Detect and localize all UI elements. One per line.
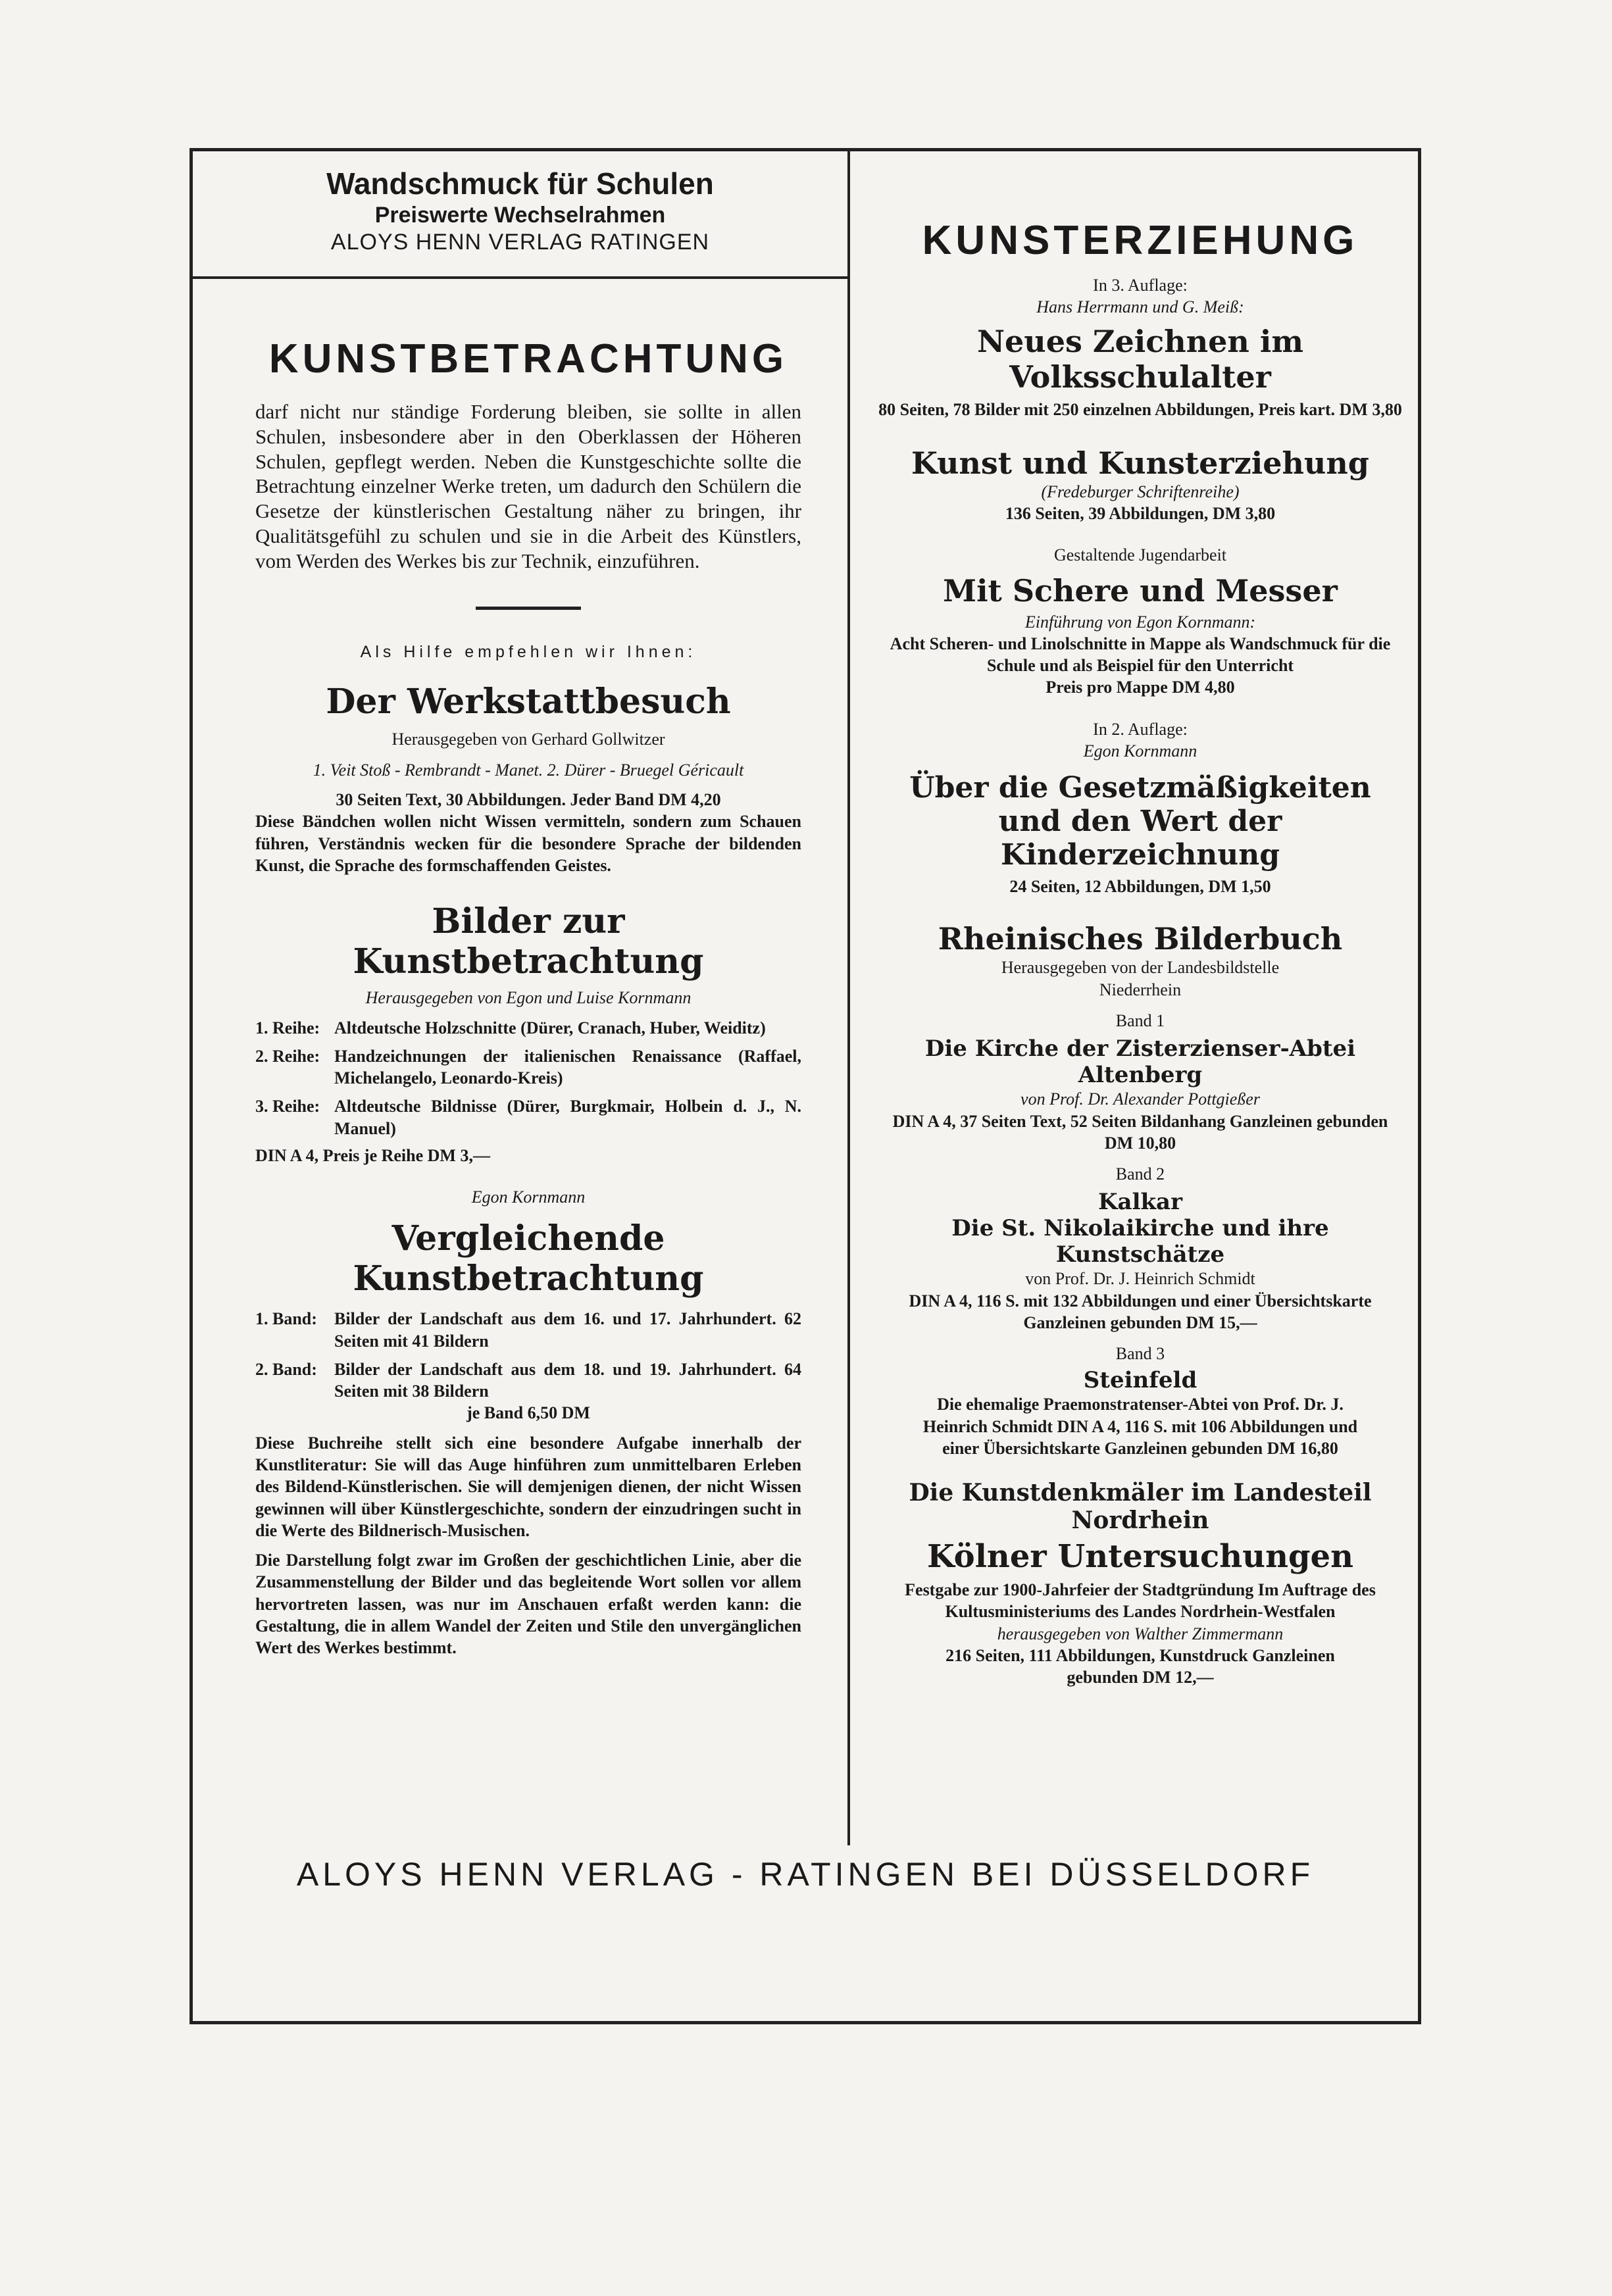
r5-band2-author: von Prof. Dr. J. Heinrich Schmidt <box>1025 1269 1255 1289</box>
b2-row2-key: 2. Reihe: <box>255 1046 320 1066</box>
r5-band2-t1: Kalkar <box>1098 1189 1182 1216</box>
b2-row3-val: Altdeutsche Bildnisse (Dürer, Burgkmair, Holbein d. J., N. Manuel) <box>334 1097 801 1138</box>
b3-author: Egon Kornmann <box>471 1187 586 1207</box>
b2-row3-key: 3. Reihe: <box>255 1097 320 1116</box>
r5-band2: Band 2 <box>1115 1164 1165 1184</box>
r2-series: (Fredeburger Schriftenreihe) <box>1041 482 1240 501</box>
b3-vol1-val: Bilder der Landschaft aus dem 16. und 17. Jahrhundert. 62 Seiten mit 41 Bildern <box>334 1309 801 1351</box>
r5-band3-desc: Die ehemalige Praemonstratenser-Abtei von Prof. Dr. J. Heinrich Schmidt DIN A 4, 116 S. mit 106 Abbildungen und einer Übersichtskarte Ganzleinen gebunden DM 16,80 <box>922 1395 1358 1458</box>
r6-desc: Festgabe zur 1900-Jahrfeier der Stadtgründung Im Auftrage des Kultusministeriums des Landes Nordrhein-Westfalen <box>905 1580 1376 1622</box>
b2-row1 <box>255 1017 801 1039</box>
r6-pre: Die Kunstdenkmäler im Landesteil Nordrhein <box>909 1479 1372 1535</box>
left-column <box>255 336 801 1659</box>
r3-pre: Gestaltende Jugendarbeit <box>1053 545 1227 565</box>
b3-vol2 <box>255 1359 801 1403</box>
hilfe-text: Als Hilfe empfehlen wir Ihnen: <box>360 642 697 661</box>
b2-price: DIN A 4, Preis je Reihe DM 3,— <box>255 1145 490 1165</box>
r1-edition: In 3. Auflage: <box>1093 276 1188 295</box>
b3-vol2-key: 2. Band: <box>255 1359 317 1379</box>
r3-price: Preis pro Mappe DM 4,80 <box>1045 678 1235 697</box>
r5-band2-info: DIN A 4, 116 S. mit 132 Abbildungen und einer Übersichtskarte Ganzleinen gebunden DM 15,— <box>909 1291 1372 1332</box>
b2-title: Bilder zur Kunstbetrachtung <box>353 901 704 982</box>
b1-title: Der Werkstattbesuch <box>326 681 731 722</box>
r5-band2-t2: Die St. Nikolaikirche und ihre Kunstschätze <box>951 1215 1329 1268</box>
r5-title: Rheinisches Bilderbuch <box>938 921 1343 957</box>
r1-info: 80 Seiten, 78 Bilder mit 250 einzelnen Abbildungen, Preis kart. DM 3,80 <box>878 399 1402 419</box>
r3-title: Mit Schere und Messer <box>943 572 1338 609</box>
b1-editor: Herausgegeben von Gerhard Gollwitzer <box>391 729 665 749</box>
header-line2: Preiswerte Wechselrahmen <box>374 203 666 228</box>
r2-title: Kunst und Kunsterziehung <box>911 445 1369 481</box>
left-title: KUNSTBETRACHTUNG <box>268 336 788 382</box>
r5-band3: Band 3 <box>1115 1344 1165 1364</box>
r1-author: Hans Herrmann und G. Meiß: <box>1036 297 1244 317</box>
b3-desc2: Die Darstellung folgt zwar im Großen der geschichtlichen Linie, aber die Zusammenstellung der Bilder und das begleitende Wort sollen vor allem hervortreten lassen, was nur im Anschauen erfaßt werden kann: die Gestaltung, die in allem Wandel der Zeiten und Stile den unvergänglichen Wert des Werkes bestimmt. <box>255 1551 801 1658</box>
divider-rule <box>476 607 581 610</box>
r4-title2: und den Wert der Kinderzeichnung <box>998 805 1282 872</box>
b2-row2 <box>255 1045 801 1089</box>
r4-edition: In 2. Auflage: <box>1093 719 1188 739</box>
b3-vol1 <box>255 1308 801 1352</box>
b3-price: je Band 6,50 DM <box>466 1403 590 1423</box>
footer-publisher: ALOYS HENN VERLAG - RATINGEN BEI DÜSSELDORF <box>296 1856 1315 1893</box>
r5-band1: Band 1 <box>1115 1011 1165 1030</box>
header-line3: ALOYS HENN VERLAG RATINGEN <box>330 230 710 255</box>
left-intro: darf nicht nur ständige Forderung bleiben, sie sollte in allen Schulen, insbesondere aber in den Oberklassen der Höheren Schulen, gepflegt werden. Neben die Kunstgeschichte sollte die Betrachtung einzelner Werke treten, um dadurch den Schülern die Gesetze der künstlerischen Gestaltung näher zu bringen, ihr Qualitätsgefühl zu schulen und sie in die Arbeit des Künstlers, vom Werden des Werkes bis zur Technik, einzuführen. <box>255 400 801 572</box>
r6-title: Kölner Untersuchungen <box>927 1538 1353 1576</box>
r5-band1-author: von Prof. Dr. Alexander Pottgießer <box>1020 1089 1260 1109</box>
right-title: KUNSTERZIEHUNG <box>922 218 1359 263</box>
right-column <box>877 217 1403 1689</box>
r5-band3-title: Steinfeld <box>1083 1367 1197 1394</box>
header-box <box>193 151 847 279</box>
column-divider <box>847 151 850 1845</box>
r3-desc: Acht Scheren- und Linolschnitte in Mappe als Wandschmuck für die Schule und als Beispiel für den Unterricht <box>890 634 1391 676</box>
b3-vol2-val: Bilder der Landschaft aus dem 18. und 19. Jahrhundert. 64 Seiten mit 38 Bildern <box>334 1359 801 1401</box>
header-line1: Wandschmuck für Schulen <box>326 166 714 201</box>
b1-price: 30 Seiten Text, 30 Abbildungen. Jeder Band DM 4,20 <box>336 790 721 810</box>
r2-info: 136 Seiten, 39 Abbildungen, DM 3,80 <box>1005 504 1276 524</box>
b1-vols: 1. Veit Stoß - Rembrandt - Manet. 2. Dürer - Bruegel Géricault <box>313 760 744 780</box>
b1-desc: Diese Bändchen wollen nicht Wissen vermitteln, sondern zum Schauen führen, Verständnis wecken für die besondere Sprache der bildenden Kunst, die Sprache des formschaffenden Geistes. <box>255 812 801 876</box>
b3-vol1-key: 1. Band: <box>255 1309 317 1329</box>
b3-title: Vergleichende Kunstbetrachtung <box>353 1218 704 1299</box>
b2-row1-val: Altdeutsche Holzschnitte (Dürer, Cranach, Huber, Weiditz) <box>334 1018 766 1037</box>
b2-row1-key: 1. Reihe: <box>255 1018 320 1037</box>
b2-row2-val: Handzeichnungen der italienischen Renaissance (Raffael, Michelangelo, Leonardo-Kreis) <box>334 1046 801 1088</box>
r6-editor: herausgegeben von Walther Zimmermann <box>997 1624 1284 1643</box>
r4-title1: Über die Gesetzmäßigkeiten <box>909 771 1371 805</box>
b2-editor: Herausgegeben von Egon und Luise Kornmann <box>365 988 692 1008</box>
ad-frame <box>189 148 1421 2024</box>
r3-intro: Einführung von Egon Kornmann: <box>1024 612 1256 632</box>
b2-row3 <box>255 1095 801 1139</box>
r1-title: Neues Zeichnen im Volksschulalter <box>976 323 1304 395</box>
r5-editor: Herausgegeben von der Landesbildstelle Niederrhein <box>1001 958 1280 999</box>
r4-author: Egon Kornmann <box>1083 741 1197 761</box>
b3-desc1: Diese Buchreihe stellt sich eine besondere Aufgabe innerhalb der Kunstliteratur: Sie will das Auge hinführen zum unmittelbaren Erleben des Bildend-Künstlerischen. Sie will demjenigen dienen, der nicht Wissen gewinnen will über Künstlergeschichte, sondern der einzudringen sucht in die Werte des Bildnerisch-Musischen. <box>255 1433 801 1540</box>
r5-band1-info: DIN A 4, 37 Seiten Text, 52 Seiten Bildanhang Ganzleinen gebunden DM 10,80 <box>892 1111 1388 1153</box>
r6-info: 216 Seiten, 111 Abbildungen, Kunstdruck Ganzleinen gebunden DM 12,— <box>945 1645 1335 1687</box>
r4-info: 24 Seiten, 12 Abbildungen, DM 1,50 <box>1009 877 1271 897</box>
r5-band1-title: Die Kirche der Zisterzienser-Abtei Altenberg <box>924 1036 1356 1089</box>
